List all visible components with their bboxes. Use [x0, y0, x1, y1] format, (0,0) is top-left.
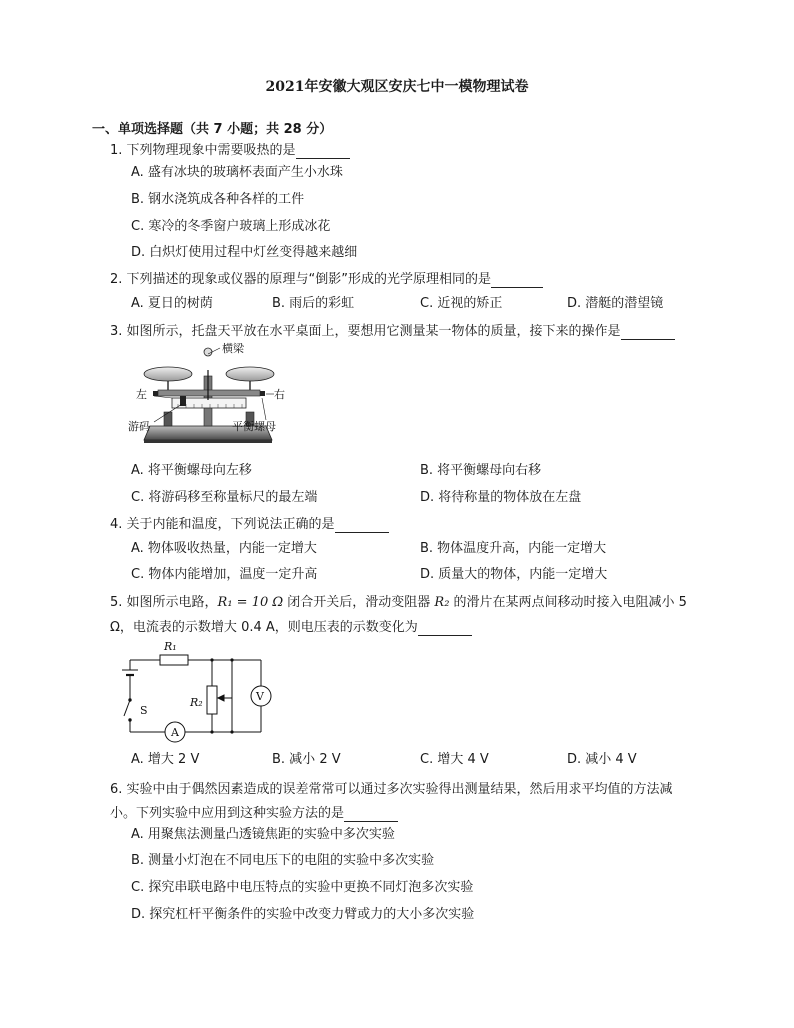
- q6-option-d: D. 探究杠杆平衡条件的实验中改变力臂或力的大小多次实验: [131, 907, 475, 922]
- q6-option-a: A. 用聚焦法测量凸透镜焦距的实验中多次实验: [131, 827, 395, 842]
- r1-equation: R₁ = 10 Ω: [217, 595, 284, 610]
- q5-option-c: C. 增大 4 V: [420, 752, 489, 767]
- label-right: 右: [274, 388, 285, 401]
- question-6-stem-line1: 6. 实验中由于偶然因素造成的误差常常可以通过多次实验得出测量结果，然后用求平均值的方法减: [110, 782, 673, 797]
- answer-blank: [296, 146, 350, 159]
- label-switch: S: [140, 704, 148, 717]
- question-3-stem: 3. 如图所示，托盘天平放在水平桌面上，要想用它测量某一物体的质量，接下来的操作是: [110, 324, 675, 340]
- q5-option-b: B. 减小 2 V: [272, 752, 341, 767]
- q3-option-a: A. 将平衡螺母向左移: [131, 463, 252, 478]
- q4-option-a: A. 物体吸收热量，内能一定增大: [131, 541, 317, 556]
- section-heading: 一、单项选择题（共 7 小题；共 28 分）: [92, 122, 333, 137]
- question-1-stem: 1. 下列物理现象中需要吸热的是: [110, 143, 350, 159]
- q6-option-c: C. 探究串联电路中电压特点的实验中更换不同灯泡多次实验: [131, 880, 474, 895]
- q6-option-b: B. 测量小灯泡在不同电压下的电阻的实验中多次实验: [131, 853, 435, 868]
- balance-figure: [128, 342, 288, 446]
- question-2-stem: 2. 下列描述的现象或仪器的原理与“倒影”形成的光学原理相同的是: [110, 272, 543, 288]
- q4-option-d: D. 质量大的物体，内能一定增大: [420, 567, 608, 582]
- r2-symbol: R₂: [434, 595, 450, 610]
- answer-blank: [418, 623, 472, 636]
- q1-option-d: D. 白炽灯使用过程中灯丝变得越来越细: [131, 245, 358, 260]
- q1-option-a: A. 盛有冰块的玻璃杯表面产生小水珠: [131, 165, 343, 180]
- q3-option-c: C. 将游码移至称量标尺的最左端: [131, 490, 318, 505]
- q5-option-d: D. 减小 4 V: [567, 752, 637, 767]
- answer-blank: [344, 809, 398, 822]
- question-4-stem: 4. 关于内能和温度，下列说法正确的是: [110, 517, 389, 533]
- q2-option-d: D. 潜艇的潜望镜: [567, 296, 664, 311]
- label-left: 左: [136, 388, 147, 401]
- exam-title: 2021年安徽大观区安庆七中一模物理试卷: [265, 79, 529, 95]
- q3-option-b: B. 将平衡螺母向右移: [420, 463, 542, 478]
- label-r2: R₂: [190, 696, 203, 709]
- label-ammeter: A: [171, 726, 179, 739]
- q2-option-b: B. 雨后的彩虹: [272, 296, 355, 311]
- q3-option-d: D. 将待称量的物体放在左盘: [420, 490, 582, 505]
- q5-option-a: A. 增大 2 V: [131, 752, 200, 767]
- q2-option-a: A. 夏日的树荫: [131, 296, 213, 311]
- label-beam: 横梁: [222, 342, 244, 355]
- question-5-stem-line1: 5. 如图所示电路，R₁ = 10 Ω 闭合开关后，滑动变阻器 R₂ 的滑片在某两点间移动时接入电阻减小 5: [110, 595, 687, 610]
- label-voltmeter: V: [256, 690, 264, 703]
- answer-blank: [621, 327, 675, 340]
- question-5-stem-line2: Ω，电流表的示数增大 0.4 A，则电压表的示数变化为: [110, 620, 472, 636]
- q1-option-b: B. 钢水浇筑成各种各样的工件: [131, 192, 305, 207]
- q1-option-c: C. 寒冷的冬季窗户玻璃上形成冰花: [131, 219, 331, 234]
- answer-blank: [491, 275, 543, 288]
- q4-option-b: B. 物体温度升高，内能一定增大: [420, 541, 607, 556]
- question-6-stem-line2: 小。下列实验中应用到这种实验方法的是: [110, 806, 398, 822]
- q4-option-c: C. 物体内能增加，温度一定升高: [131, 567, 318, 582]
- label-r1: R₁: [164, 640, 177, 653]
- circuit-figure: [118, 638, 274, 744]
- q2-option-c: C. 近视的矫正: [420, 296, 503, 311]
- label-balance-nut: 平衡螺母: [232, 420, 276, 433]
- answer-blank: [335, 520, 389, 533]
- label-rider: 游码: [128, 420, 150, 433]
